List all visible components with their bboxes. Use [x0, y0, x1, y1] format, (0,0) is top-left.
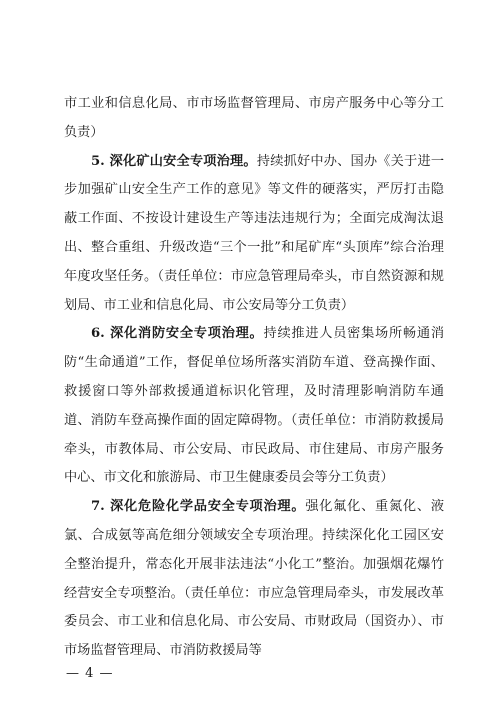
paragraph-body: 强化氟化、重氮化、液氯、合成氨等高危细分领域安全专项治理。持续深化化工园区安全整治提升，常态化开展非法违法“小化工”整治。加强烟花爆竹经营安全专项整治。（责任单位：市应急管理局牵头，市发展改革委员会、市工业和信息化局、市公安局、市财政局（国资办）、市市场监督管理局、市消防救援局等 [64, 499, 445, 659]
section-heading-fire-safety: 6. 深化消防安全专项治理。 [91, 326, 264, 342]
section-heading-hazardous-chemicals: 7. 深化危险化学品安全专项治理。 [91, 499, 306, 515]
document-body [64, 90, 444, 666]
paragraph-fire-safety [64, 320, 444, 493]
paragraph-body: 持续推进人员密集场所畅通消防“生命通道”工作，督促单位场所落实消防车道、登高操作面、救援窗口等外部救援通道标识化管理，及时清理影响消防车通道、消防车登高操作面的固定障碍物。（责任单位：市消防救援局牵头，市教体局、市公安局、市民政局、市住建局、市房产服务中心、市文化和旅游局、市卫生健康委员会等分工负责） [64, 326, 445, 486]
paragraph-continued [64, 90, 444, 148]
page-number: — 4 — [66, 666, 114, 681]
section-heading-mine-safety: 5. 深化矿山安全专项治理。 [91, 153, 257, 169]
paragraph-body: 市工业和信息化局、市市场监督管理局、市房产服务中心等分工负责） [64, 96, 444, 140]
paragraph-body: 持续抓好中办、国办《关于进一步加强矿山安全生产工作的意见》等文件的硬落实，严厉打击隐蔽工作面、不按设计建设生产等违法违规行为；全面完成淘汰退出、整合重组、升级改造“三个一批”和尾矿库“头顶库”综合治理年度攻坚任务。（责任单位：市应急管理局牵头，市自然资源和规划局、市工业和信息化局、市公安局等分工负责） [64, 153, 445, 313]
paragraph-mine-safety [64, 148, 444, 321]
paragraph-hazardous-chemicals [64, 493, 444, 666]
